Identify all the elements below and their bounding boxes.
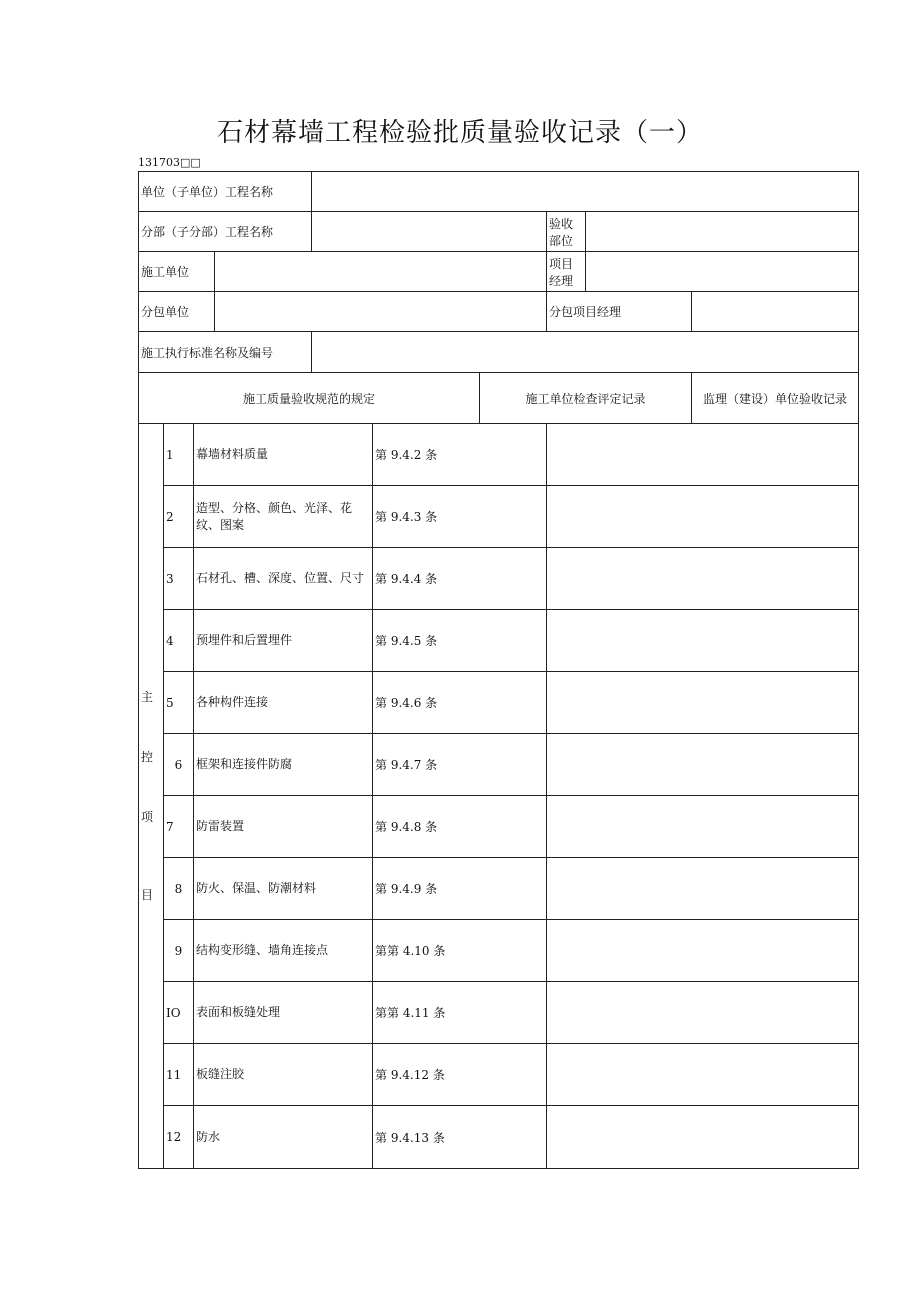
construction-unit-value[interactable] (215, 252, 547, 292)
construction-check-cell[interactable] (547, 920, 859, 982)
item-name: 框架和连接件防腐 (194, 734, 373, 796)
supervision-check-column-header: 监理（建设）单位验收记录 (692, 373, 859, 424)
inspection-part-value[interactable] (586, 212, 859, 252)
item-name: 各种构件连接 (194, 672, 373, 734)
table-row (139, 486, 859, 548)
construction-check-cell[interactable] (547, 486, 859, 548)
item-reference: 第 9.4.6 条 (373, 672, 547, 734)
section-label-char: 项 (141, 810, 154, 824)
table-row (139, 920, 859, 982)
form-code: 131703□□ (138, 156, 201, 169)
spec-column-header: 施工质量验收规范的规定 (139, 373, 480, 424)
item-number: 6 (164, 734, 194, 796)
section-label-char: 控 (141, 750, 154, 764)
item-number: 7 (164, 796, 194, 858)
construction-check-cell[interactable] (547, 858, 859, 920)
construction-check-cell[interactable] (547, 1106, 859, 1169)
item-name: 幕墙材料质量 (194, 424, 373, 486)
header-row-standard (139, 332, 859, 373)
header-row-sub-project (139, 212, 859, 252)
item-name: 防水 (194, 1106, 373, 1169)
item-reference: 第 9.4.4 条 (373, 548, 547, 610)
header-row-unit-project (139, 172, 859, 212)
item-number: 8 (164, 858, 194, 920)
table-row (139, 548, 859, 610)
sub-project-label: 分部（子分部）工程名称 (139, 212, 312, 252)
subcontract-manager-label: 分包项目经理 (547, 292, 692, 332)
section-label-char: 主 (141, 690, 154, 704)
project-manager-label: 项目经理 (547, 252, 586, 292)
column-header-row (139, 373, 859, 424)
main-control-items-label (139, 424, 164, 1169)
item-reference: 第 9.4.12 条 (373, 1044, 547, 1106)
item-number: 5 (164, 672, 194, 734)
item-name: 结构变形缝、墙角连接点 (194, 920, 373, 982)
item-name: 防雷装置 (194, 796, 373, 858)
item-name: 预埋件和后置埋件 (194, 610, 373, 672)
header-row-subcontract-unit (139, 292, 859, 332)
sub-project-value[interactable] (312, 212, 547, 252)
table-row (139, 672, 859, 734)
item-number: 1 (164, 424, 194, 486)
item-number: 4 (164, 610, 194, 672)
table-row (139, 610, 859, 672)
item-reference: 第 9.4.9 条 (373, 858, 547, 920)
table-row (139, 1044, 859, 1106)
construction-check-cell[interactable] (547, 672, 859, 734)
item-name: 造型、分格、颜色、光泽、花纹、图案 (194, 486, 373, 548)
construction-check-cell[interactable] (547, 548, 859, 610)
standard-value[interactable] (312, 332, 859, 373)
construction-check-column-header: 施工单位检查评定记录 (480, 373, 692, 424)
item-number: 3 (164, 548, 194, 610)
table-row (139, 1106, 859, 1169)
item-reference: 第 9.4.5 条 (373, 610, 547, 672)
header-row-construction-unit (139, 252, 859, 292)
table-row (139, 734, 859, 796)
item-reference: 第 9.4.3 条 (373, 486, 547, 548)
construction-check-cell[interactable] (547, 1044, 859, 1106)
section-label-char: 目 (141, 888, 154, 902)
construction-check-cell[interactable] (547, 734, 859, 796)
construction-check-cell[interactable] (547, 424, 859, 486)
construction-check-cell[interactable] (547, 796, 859, 858)
item-reference: 第 9.4.7 条 (373, 734, 547, 796)
construction-check-cell[interactable] (547, 610, 859, 672)
standard-label: 施工执行标准名称及编号 (139, 332, 312, 373)
subcontract-unit-value[interactable] (215, 292, 547, 332)
item-name: 防火、保温、防潮材料 (194, 858, 373, 920)
subcontract-unit-label: 分包单位 (139, 292, 215, 332)
inspection-record-table (138, 171, 859, 1169)
inspection-part-label: 验收部位 (547, 212, 586, 252)
item-name: 表面和板缝处理 (194, 982, 373, 1044)
unit-project-label: 单位（子单位）工程名称 (139, 172, 312, 212)
item-name: 石材孔、槽、深度、位置、尺寸 (194, 548, 373, 610)
item-reference: 第 9.4.13 条 (373, 1106, 547, 1169)
unit-project-value[interactable] (312, 172, 859, 212)
table-row (139, 982, 859, 1044)
item-reference: 第 9.4.2 条 (373, 424, 547, 486)
item-reference: 第第 4.11 条 (373, 982, 547, 1044)
construction-check-cell[interactable] (547, 982, 859, 1044)
project-manager-value[interactable] (586, 252, 859, 292)
item-number: IO (164, 982, 194, 1044)
table-row (139, 858, 859, 920)
item-number: 9 (164, 920, 194, 982)
construction-unit-label: 施工单位 (139, 252, 215, 292)
item-number: 11 (164, 1044, 194, 1106)
document-title: 石材幕墙工程检验批质量验收记录（一） (216, 118, 703, 148)
item-name: 板缝注胶 (194, 1044, 373, 1106)
table-row (139, 424, 859, 486)
item-number: 2 (164, 486, 194, 548)
item-reference: 第第 4.10 条 (373, 920, 547, 982)
item-reference: 第 9.4.8 条 (373, 796, 547, 858)
subcontract-manager-value[interactable] (692, 292, 859, 332)
table-row (139, 796, 859, 858)
item-number: 12 (164, 1106, 194, 1169)
